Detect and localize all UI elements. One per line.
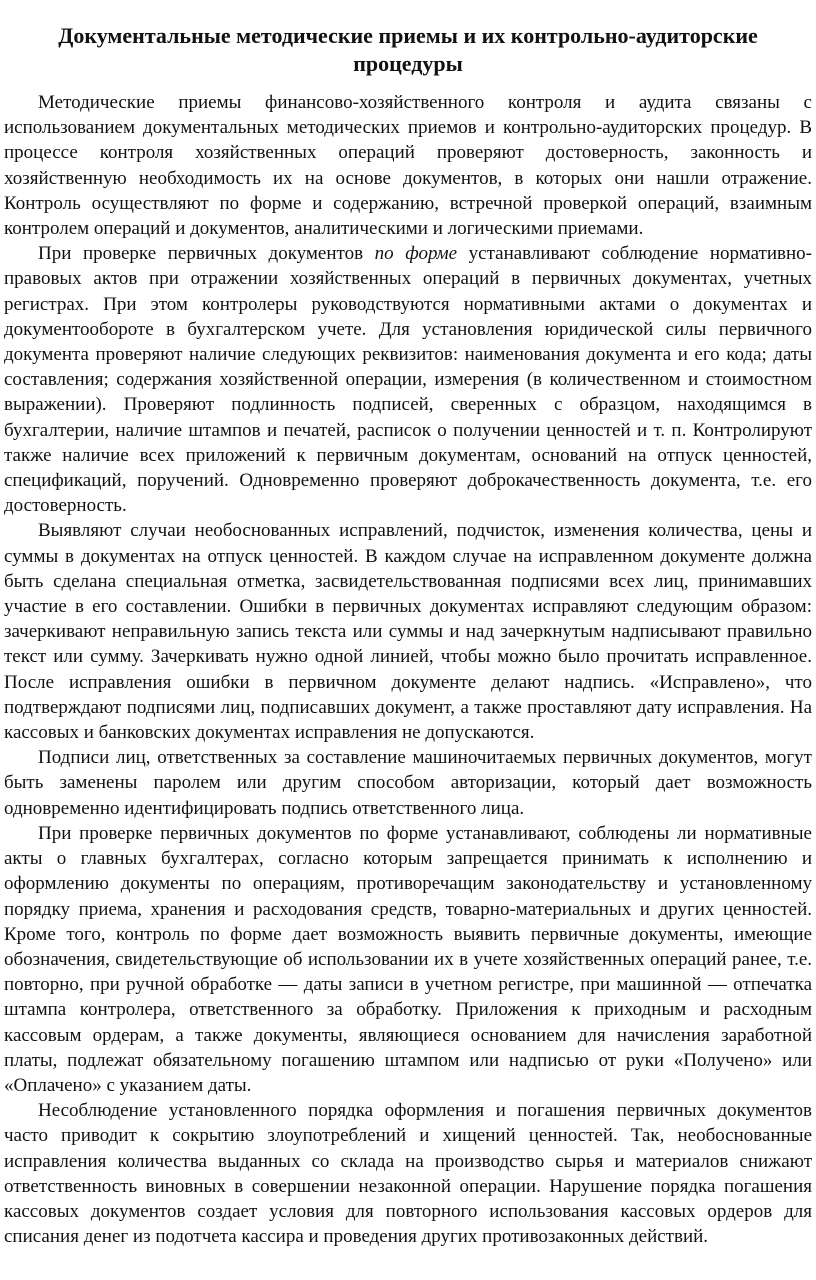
paragraph-6: Несоблюдение установленного порядка оформления и погашения первичных документов часто приводит к сокрытию злоупотреблений и хищений ценностей. Так, необоснованные исправления количества выданных со склада на производство сырья и материалов снижают ответственность виновных в совершении незаконной операции. Нарушение порядка погашения кассовых документов создает условия для повторного использования кассовых ордеров для списания денег из подотчета кассира и проведения других противозаконных действий.	[4, 1100, 812, 1248]
document-body	[4, 90, 812, 1249]
paragraph-2	[4, 241, 812, 518]
paragraph-2-rest: устанавливают соблюдение нормативно-правовых актов при отражении хозяйственных операций в первичных документах, учетных регистрах. При этом контролеры руководствуются нормативными актами о документах и документообороте в бухгалтерском учете. Для установления юридической силы первичного документа проверяют наличие следующих реквизитов: наименования документа и его кода; даты составления; содержания хозяйственной операции, измерения (в количественном и стоимостном выражении). Проверяют подлинность подписей, сверенных с образцом, находящимся в бухгалтерии, наличие штампов и печатей, расписок о получении ценностей и т. п. Контролируют также наличие всех приложений к первичным документам, оснований на отпуск ценностей, спецификаций, поручений. Одновременно проверяют доброкачественность документа, т.е. его достоверность.	[4, 243, 812, 517]
title-line-1: Документальные методические приемы и их контрольно-аудиторские	[58, 23, 758, 48]
paragraph-5: При проверке первичных документов по форме устанавливают, соблюдены ли нормативные акты о главных бухгалтерах, согласно которым запрещается принимать к исполнению и оформлению документы по операциям, противоречащим законодательству и установленному порядку приема, хранения и расходования средств, товарно-материальных и других ценностей. Кроме того, контроль по форме дает возможность выявить первичные документы, имеющие обозначения, свидетельствующие об использовании их в учете хозяйственных операций ранее, т.е. повторно, при ручной обработке — даты записи в учетном регистре, при машинной — отпечатка штампа контролера, ответственного за обработку. Приложения к приходным и расходным кассовым ордерам, а также документы, являющиеся основанием для начисления заработной платы, подлежат обязательному погашению штампом или надписью от руки «Получено» или «Оплачено» с указанием даты.	[4, 822, 812, 1096]
paragraph-2-emphasis: по форме	[374, 243, 458, 265]
paragraph-2-start: При проверке первичных документов	[38, 243, 375, 265]
paragraph-4: Подписи лиц, ответственных за составление машиночитаемых первичных документов, могут быть заменены паролем или другим способом авторизации, который дает возможность одновременно идентифицировать подпись ответственного лица.	[4, 747, 812, 819]
paragraph-3: Выявляют случаи необоснованных исправлений, подчисток, изменения количества, цены и суммы в документах на отпуск ценностей. В каждом случае на исправленном документе должна быть сделана специальная отметка, засвидетельствованная подписями всех лиц, принимавших участие в его составлении. Ошибки в первичных документах исправляют следующим образом: зачеркивают неправильную запись текста или суммы и над зачеркнутым надписывают правильно текст или сумму. Зачеркивать нужно одной линией, чтобы можно было прочитать исправленное. После исправления ошибки в первичном документе делают надпись. «Исправлено», что подтверждают подписями лиц, подписавших документ, а также проставляют дату исправления. На кассовых и банковских документах исправления не допускаются.	[4, 520, 812, 744]
title-line-2: процедуры	[353, 51, 463, 76]
document-title	[4, 22, 812, 78]
paragraph-1: Методические приемы финансово-хозяйственного контроля и аудита связаны с использованием документальных методических приемов и контрольно-аудиторских процедур. В процессе контроля хозяйственных операций проверяют достоверность, законность и хозяйственную необходимость их на основе документов, в которых они нашли отражение. Контроль осуществляют по форме и содержанию, встречной проверкой операций, взаимным контролем операций и документов, аналитическими и логическими приемами.	[4, 92, 812, 240]
